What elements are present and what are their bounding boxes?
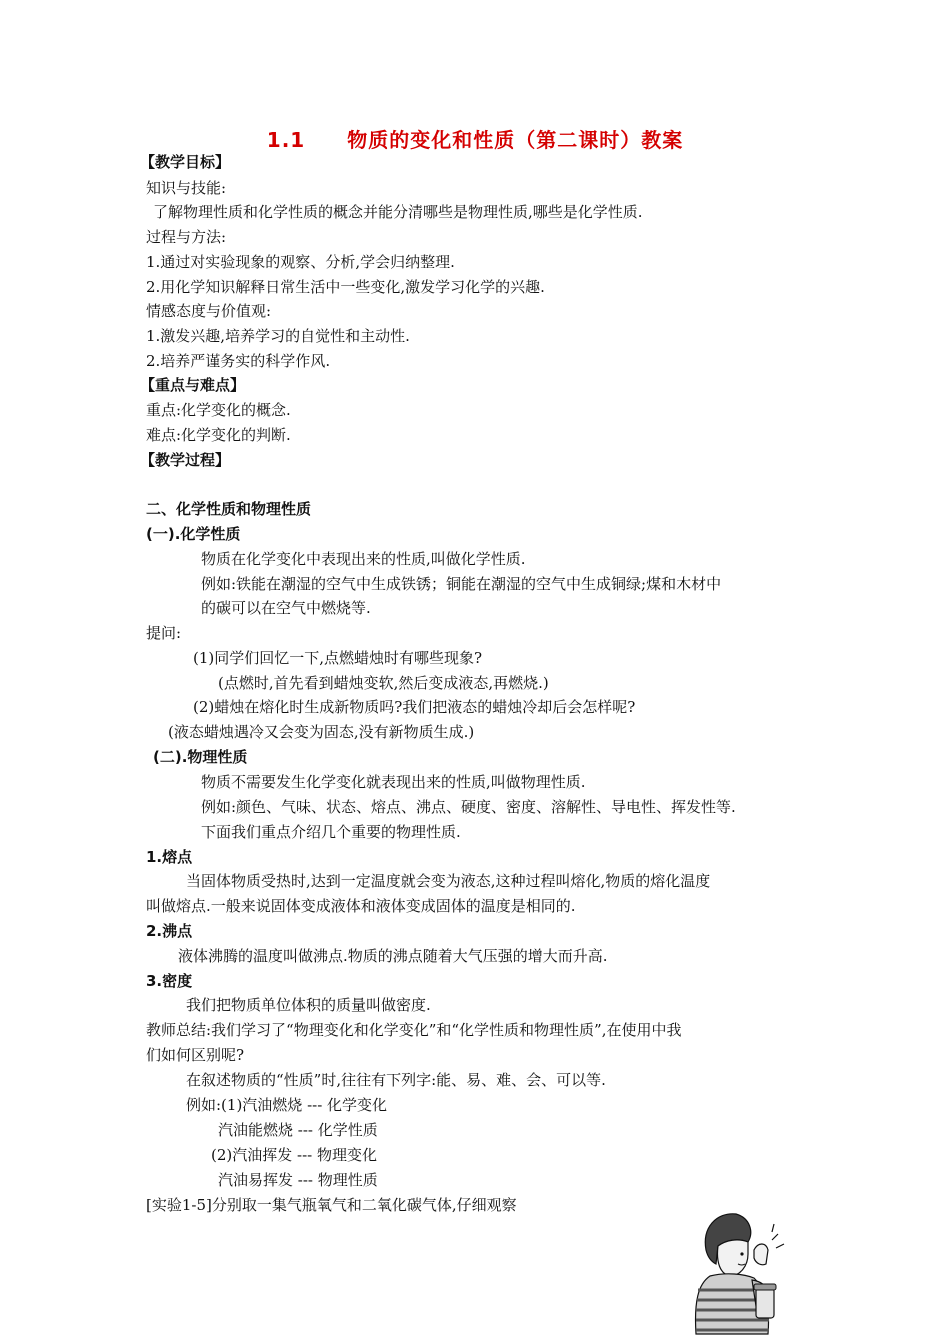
- section-heading-process: 【教学过程】: [140, 451, 231, 469]
- text-line: 知识与技能:: [146, 179, 227, 197]
- text-line: 当固体物质受热时,达到一定温度就会变为液态,这种过程叫熔化,物质的熔化温度: [186, 872, 711, 890]
- text-line: 汽油易挥发 --- 物理性质: [218, 1171, 378, 1189]
- text-line: 1.通过对实验现象的观察、分析,学会归纳整理.: [146, 253, 455, 271]
- text-line: 情感态度与价值观:: [146, 302, 272, 320]
- subheading-chemical-property: (一).化学性质: [146, 525, 241, 543]
- student-smelling-jar-illustration: [668, 1206, 800, 1336]
- text-line: 过程与方法:: [146, 228, 227, 246]
- section-heading-keypoints: 【重点与难点】: [140, 376, 246, 394]
- text-line: [实验1-5]分别取一集气瓶氧气和二氧化碳气体,仔细观察: [146, 1196, 517, 1214]
- text-line: 叫做熔点.一般来说固体变成液体和液体变成固体的温度是相同的.: [146, 897, 576, 915]
- text-line: (液态蜡烛遇冷又会变为固态,没有新物质生成.): [168, 723, 475, 741]
- text-line: 物质在化学变化中表现出来的性质,叫做化学性质.: [201, 550, 526, 568]
- text-line: 物质不需要发生化学变化就表现出来的性质,叫做物理性质.: [201, 773, 586, 791]
- text-line: 们如何区别呢?: [146, 1046, 245, 1064]
- text-line: (2)蜡烛在熔化时生成新物质吗?我们把液态的蜡烛冷却后会怎样呢?: [193, 698, 636, 716]
- text-line: 提问:: [146, 624, 182, 642]
- text-line: 例如:(1)汽油燃烧 --- 化学变化: [186, 1096, 388, 1114]
- text-line: 下面我们重点介绍几个重要的物理性质.: [201, 823, 461, 841]
- text-line: 了解物理性质和化学性质的概念并能分清哪些是物理性质,哪些是化学性质.: [153, 203, 643, 221]
- subheading-melting-point: 1.熔点: [146, 848, 193, 866]
- document-title: 1.1 物质的变化和性质（第二课时）教案: [266, 128, 684, 152]
- text-line: (1)同学们回忆一下,点燃蜡烛时有哪些现象?: [193, 649, 483, 667]
- section-heading-objectives: 【教学目标】: [140, 153, 231, 171]
- text-line: (点燃时,首先看到蜡烛变软,然后变成液态,再燃烧.): [218, 674, 549, 692]
- text-line: 液体沸腾的温度叫做沸点.物质的沸点随着大气压强的增大而升高.: [178, 947, 608, 965]
- subheading-density: 3.密度: [146, 972, 193, 990]
- text-line: 2.培养严谨务实的科学作风.: [146, 352, 331, 370]
- text-line: 难点:化学变化的判断.: [146, 426, 291, 444]
- text-line: 例如:铁能在潮湿的空气中生成铁锈；铜能在潮湿的空气中生成铜绿;煤和木材中: [201, 575, 722, 593]
- text-line: 1.激发兴趣,培养学习的自觉性和主动性.: [146, 327, 410, 345]
- text-line: 例如:颜色、气味、状态、熔点、沸点、硬度、密度、溶解性、导电性、挥发性等.: [201, 798, 736, 816]
- text-line: 的碳可以在空气中燃烧等.: [201, 599, 371, 617]
- text-line: 2.用化学知识解释日常生活中一些变化,激发学习化学的兴趣.: [146, 278, 545, 296]
- subheading-physical-property: (二).物理性质: [153, 748, 248, 766]
- text-line: 汽油能燃烧 --- 化学性质: [218, 1121, 378, 1139]
- section-heading-properties: 二、化学性质和物理性质: [146, 500, 312, 518]
- subheading-boiling-point: 2.沸点: [146, 922, 193, 940]
- text-line: 在叙述物质的“性质”时,往往有下列字:能、易、难、会、可以等.: [186, 1071, 606, 1089]
- text-line: 重点:化学变化的概念.: [146, 401, 291, 419]
- text-line: 教师总结:我们学习了“物理变化和化学变化”和“化学性质和物理性质”,在使用中我: [146, 1021, 682, 1039]
- text-line: (2)汽油挥发 --- 物理变化: [211, 1146, 377, 1164]
- text-line: 我们把物质单位体积的质量叫做密度.: [186, 996, 431, 1014]
